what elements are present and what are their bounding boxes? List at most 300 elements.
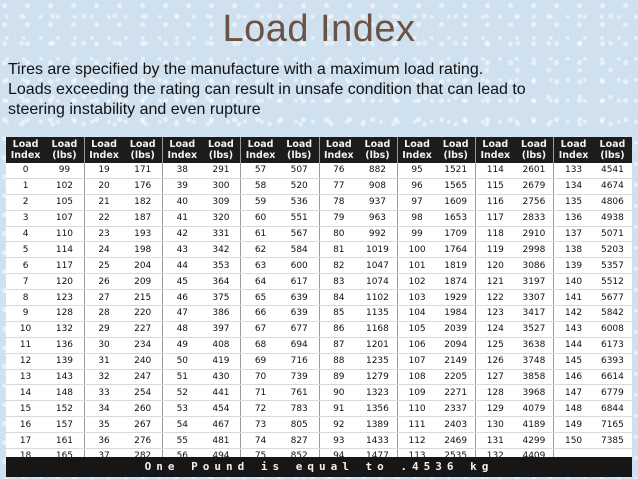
header-load-lbs: Load (lbs) bbox=[515, 137, 554, 163]
load-index-cell: 119 bbox=[476, 242, 515, 258]
load-lbs-cell: 107 bbox=[45, 210, 84, 226]
load-lbs-cell: 152 bbox=[45, 401, 84, 417]
load-index-cell: 25 bbox=[84, 258, 123, 274]
load-lbs-cell: 1279 bbox=[358, 369, 397, 385]
load-lbs-cell: 1323 bbox=[358, 385, 397, 401]
load-index-cell: 67 bbox=[241, 321, 280, 337]
load-lbs-cell: 4541 bbox=[593, 163, 632, 178]
load-index-cell: 99 bbox=[397, 226, 436, 242]
load-index-cell: 85 bbox=[319, 306, 358, 322]
load-lbs-cell: 1074 bbox=[358, 274, 397, 290]
load-index-cell: 31 bbox=[84, 353, 123, 369]
table-row bbox=[6, 353, 632, 369]
load-index-cell: 122 bbox=[476, 290, 515, 306]
load-lbs-cell: 419 bbox=[202, 353, 241, 369]
load-index-cell: 74 bbox=[241, 433, 280, 449]
load-lbs-cell: 6393 bbox=[593, 353, 632, 369]
load-lbs-cell: 2601 bbox=[515, 163, 554, 178]
load-index-cell: 15 bbox=[6, 401, 45, 417]
load-lbs-cell: 3638 bbox=[515, 337, 554, 353]
load-index-cell: 142 bbox=[554, 306, 593, 322]
load-lbs-cell: 386 bbox=[202, 306, 241, 322]
load-index-cell: 7 bbox=[6, 274, 45, 290]
load-index-cell: 103 bbox=[397, 290, 436, 306]
load-lbs-cell: 1653 bbox=[436, 210, 475, 226]
load-index-cell: 139 bbox=[554, 258, 593, 274]
load-lbs-cell: 520 bbox=[280, 178, 319, 194]
conversion-footer: One Pound is equal to .4536 kg bbox=[6, 457, 632, 477]
load-index-cell: 149 bbox=[554, 417, 593, 433]
load-index-cell: 26 bbox=[84, 274, 123, 290]
load-index-cell: 144 bbox=[554, 337, 593, 353]
load-index-cell: 4 bbox=[6, 226, 45, 242]
load-index-cell: 146 bbox=[554, 369, 593, 385]
load-index-cell: 9 bbox=[6, 306, 45, 322]
load-lbs-cell: 761 bbox=[280, 385, 319, 401]
header-load-index: Load Index bbox=[554, 137, 593, 163]
load-index-cell: 118 bbox=[476, 226, 515, 242]
load-lbs-cell: 2271 bbox=[436, 385, 475, 401]
table-row bbox=[6, 258, 632, 274]
load-index-cell: 64 bbox=[241, 274, 280, 290]
load-index-cell: 30 bbox=[84, 337, 123, 353]
load-lbs-cell: 204 bbox=[123, 258, 162, 274]
load-lbs-cell: 536 bbox=[280, 194, 319, 210]
load-index-cell: 3 bbox=[6, 210, 45, 226]
load-index-cell: 98 bbox=[397, 210, 436, 226]
load-lbs-cell: 3968 bbox=[515, 385, 554, 401]
load-lbs-cell: 3307 bbox=[515, 290, 554, 306]
load-lbs-cell: 5071 bbox=[593, 226, 632, 242]
load-index-cell: 40 bbox=[163, 194, 202, 210]
load-index-cell: 129 bbox=[476, 401, 515, 417]
load-lbs-cell: 1433 bbox=[358, 433, 397, 449]
load-index-cell: 82 bbox=[319, 258, 358, 274]
load-lbs-cell: 117 bbox=[45, 258, 84, 274]
load-index-cell: 2 bbox=[6, 194, 45, 210]
load-index-cell: 57 bbox=[241, 163, 280, 178]
load-lbs-cell: 1047 bbox=[358, 258, 397, 274]
load-lbs-cell: 342 bbox=[202, 242, 241, 258]
load-lbs-cell: 827 bbox=[280, 433, 319, 449]
load-lbs-cell: 992 bbox=[358, 226, 397, 242]
load-index-cell: 59 bbox=[241, 194, 280, 210]
load-lbs-cell: 507 bbox=[280, 163, 319, 178]
load-lbs-cell: 128 bbox=[45, 306, 84, 322]
load-index-cell: 20 bbox=[84, 178, 123, 194]
load-index-cell: 79 bbox=[319, 210, 358, 226]
load-index-cell: 105 bbox=[397, 321, 436, 337]
load-index-cell: 12 bbox=[6, 353, 45, 369]
load-index-cell: 45 bbox=[163, 274, 202, 290]
load-lbs-cell: 198 bbox=[123, 242, 162, 258]
load-lbs-cell: 5203 bbox=[593, 242, 632, 258]
load-index-cell: 87 bbox=[319, 337, 358, 353]
load-index-cell: 22 bbox=[84, 210, 123, 226]
load-lbs-cell: 2403 bbox=[436, 417, 475, 433]
load-index-cell: 127 bbox=[476, 369, 515, 385]
load-lbs-cell: 397 bbox=[202, 321, 241, 337]
header-load-lbs: Load (lbs) bbox=[358, 137, 397, 163]
header-load-lbs: Load (lbs) bbox=[280, 137, 319, 163]
load-lbs-cell: 441 bbox=[202, 385, 241, 401]
load-index-cell: 51 bbox=[163, 369, 202, 385]
load-index-cell: 19 bbox=[84, 163, 123, 178]
load-lbs-cell: 4674 bbox=[593, 178, 632, 194]
load-index-cell: 8 bbox=[6, 290, 45, 306]
load-lbs-cell: 254 bbox=[123, 385, 162, 401]
load-index-cell: 136 bbox=[554, 210, 593, 226]
load-index-cell: 76 bbox=[319, 163, 358, 178]
load-lbs-cell: 4189 bbox=[515, 417, 554, 433]
load-index-cell: 109 bbox=[397, 385, 436, 401]
load-index-cell: 116 bbox=[476, 194, 515, 210]
load-index-cell: 141 bbox=[554, 290, 593, 306]
load-lbs-cell: 5357 bbox=[593, 258, 632, 274]
load-index-cell: 100 bbox=[397, 242, 436, 258]
load-index-cell: 50 bbox=[163, 353, 202, 369]
load-index-cell: 123 bbox=[476, 306, 515, 322]
load-index-cell: 39 bbox=[163, 178, 202, 194]
load-lbs-cell: 882 bbox=[358, 163, 397, 178]
table-row bbox=[6, 337, 632, 353]
load-lbs-cell: 7165 bbox=[593, 417, 632, 433]
load-index-cell: 97 bbox=[397, 194, 436, 210]
load-index-cell: 70 bbox=[241, 369, 280, 385]
load-lbs-cell: 309 bbox=[202, 194, 241, 210]
load-index-cell: 90 bbox=[319, 385, 358, 401]
load-index-cell: 52 bbox=[163, 385, 202, 401]
load-index-cell: 134 bbox=[554, 178, 593, 194]
load-index-cell: 71 bbox=[241, 385, 280, 401]
load-lbs-cell: 209 bbox=[123, 274, 162, 290]
load-lbs-cell: 739 bbox=[280, 369, 319, 385]
table-row bbox=[6, 321, 632, 337]
table-row bbox=[6, 385, 632, 401]
load-lbs-cell: 937 bbox=[358, 194, 397, 210]
load-lbs-cell: 227 bbox=[123, 321, 162, 337]
load-lbs-cell: 3858 bbox=[515, 369, 554, 385]
load-lbs-cell: 1565 bbox=[436, 178, 475, 194]
load-index-cell: 88 bbox=[319, 353, 358, 369]
load-lbs-cell: 5512 bbox=[593, 274, 632, 290]
load-index-cell: 27 bbox=[84, 290, 123, 306]
load-index-cell: 150 bbox=[554, 433, 593, 449]
load-index-table bbox=[6, 137, 632, 465]
load-index-cell: 63 bbox=[241, 258, 280, 274]
load-lbs-cell: 467 bbox=[202, 417, 241, 433]
load-lbs-cell: 1521 bbox=[436, 163, 475, 178]
slide-title: Load Index bbox=[222, 8, 416, 50]
load-lbs-cell: 353 bbox=[202, 258, 241, 274]
load-index-cell: 81 bbox=[319, 242, 358, 258]
load-lbs-cell: 408 bbox=[202, 337, 241, 353]
load-index-cell: 110 bbox=[397, 401, 436, 417]
load-lbs-cell: 1874 bbox=[436, 274, 475, 290]
load-lbs-cell: 677 bbox=[280, 321, 319, 337]
load-index-cell: 1 bbox=[6, 178, 45, 194]
load-index-cell: 72 bbox=[241, 401, 280, 417]
load-lbs-cell: 176 bbox=[123, 178, 162, 194]
load-lbs-cell: 2337 bbox=[436, 401, 475, 417]
table-row bbox=[6, 242, 632, 258]
load-index-cell: 89 bbox=[319, 369, 358, 385]
load-index-cell: 73 bbox=[241, 417, 280, 433]
load-index-table-container bbox=[6, 137, 632, 477]
load-index-cell: 44 bbox=[163, 258, 202, 274]
load-lbs-cell: 5842 bbox=[593, 306, 632, 322]
load-lbs-cell: 1389 bbox=[358, 417, 397, 433]
load-lbs-cell: 364 bbox=[202, 274, 241, 290]
load-lbs-cell: 2998 bbox=[515, 242, 554, 258]
load-lbs-cell: 6779 bbox=[593, 385, 632, 401]
load-index-cell: 10 bbox=[6, 321, 45, 337]
load-lbs-cell: 5677 bbox=[593, 290, 632, 306]
load-lbs-cell: 123 bbox=[45, 290, 84, 306]
table-row bbox=[6, 306, 632, 322]
load-index-cell: 138 bbox=[554, 242, 593, 258]
header-load-index: Load Index bbox=[163, 137, 202, 163]
load-lbs-cell: 171 bbox=[123, 163, 162, 178]
load-lbs-cell: 247 bbox=[123, 369, 162, 385]
header-load-index: Load Index bbox=[319, 137, 358, 163]
load-index-cell: 86 bbox=[319, 321, 358, 337]
load-lbs-cell: 1102 bbox=[358, 290, 397, 306]
load-lbs-cell: 260 bbox=[123, 401, 162, 417]
header-load-lbs: Load (lbs) bbox=[45, 137, 84, 163]
load-lbs-cell: 320 bbox=[202, 210, 241, 226]
load-index-cell: 53 bbox=[163, 401, 202, 417]
load-lbs-cell: 1709 bbox=[436, 226, 475, 242]
load-lbs-cell: 110 bbox=[45, 226, 84, 242]
header-load-lbs: Load (lbs) bbox=[593, 137, 632, 163]
load-index-cell: 46 bbox=[163, 290, 202, 306]
load-lbs-cell: 1235 bbox=[358, 353, 397, 369]
load-index-cell: 16 bbox=[6, 417, 45, 433]
load-lbs-cell: 694 bbox=[280, 337, 319, 353]
load-index-cell: 78 bbox=[319, 194, 358, 210]
load-lbs-cell: 99 bbox=[45, 163, 84, 178]
load-index-cell: 104 bbox=[397, 306, 436, 322]
table-row bbox=[6, 369, 632, 385]
load-lbs-cell: 2149 bbox=[436, 353, 475, 369]
load-lbs-cell: 783 bbox=[280, 401, 319, 417]
table-row bbox=[6, 417, 632, 433]
load-index-cell: 124 bbox=[476, 321, 515, 337]
table-row bbox=[6, 401, 632, 417]
load-index-cell: 126 bbox=[476, 353, 515, 369]
load-index-cell: 49 bbox=[163, 337, 202, 353]
header-load-lbs: Load (lbs) bbox=[202, 137, 241, 163]
load-lbs-cell: 136 bbox=[45, 337, 84, 353]
load-index-cell: 29 bbox=[84, 321, 123, 337]
load-lbs-cell: 2756 bbox=[515, 194, 554, 210]
load-lbs-cell: 139 bbox=[45, 353, 84, 369]
load-lbs-cell: 639 bbox=[280, 306, 319, 322]
load-index-cell: 23 bbox=[84, 226, 123, 242]
load-index-cell: 65 bbox=[241, 290, 280, 306]
load-lbs-cell: 1201 bbox=[358, 337, 397, 353]
load-index-cell: 58 bbox=[241, 178, 280, 194]
load-index-cell: 101 bbox=[397, 258, 436, 274]
load-lbs-cell: 908 bbox=[358, 178, 397, 194]
load-index-cell: 34 bbox=[84, 401, 123, 417]
load-index-cell: 69 bbox=[241, 353, 280, 369]
load-lbs-cell: 114 bbox=[45, 242, 84, 258]
load-lbs-cell: 1929 bbox=[436, 290, 475, 306]
load-lbs-cell: 2469 bbox=[436, 433, 475, 449]
load-index-cell: 120 bbox=[476, 258, 515, 274]
load-index-cell: 47 bbox=[163, 306, 202, 322]
load-lbs-cell: 6173 bbox=[593, 337, 632, 353]
load-index-cell: 93 bbox=[319, 433, 358, 449]
load-index-cell: 21 bbox=[84, 194, 123, 210]
load-index-cell: 66 bbox=[241, 306, 280, 322]
load-index-cell: 17 bbox=[6, 433, 45, 449]
load-index-cell: 24 bbox=[84, 242, 123, 258]
load-index-cell: 107 bbox=[397, 353, 436, 369]
load-lbs-cell: 3417 bbox=[515, 306, 554, 322]
load-lbs-cell: 267 bbox=[123, 417, 162, 433]
load-index-cell: 111 bbox=[397, 417, 436, 433]
load-lbs-cell: 276 bbox=[123, 433, 162, 449]
load-index-cell: 14 bbox=[6, 385, 45, 401]
load-lbs-cell: 6844 bbox=[593, 401, 632, 417]
load-lbs-cell: 2910 bbox=[515, 226, 554, 242]
load-index-cell: 143 bbox=[554, 321, 593, 337]
load-index-cell: 60 bbox=[241, 210, 280, 226]
load-lbs-cell: 331 bbox=[202, 226, 241, 242]
load-lbs-cell: 1819 bbox=[436, 258, 475, 274]
load-index-cell: 125 bbox=[476, 337, 515, 353]
load-lbs-cell: 551 bbox=[280, 210, 319, 226]
load-lbs-cell: 805 bbox=[280, 417, 319, 433]
load-lbs-cell: 215 bbox=[123, 290, 162, 306]
header-load-index: Load Index bbox=[476, 137, 515, 163]
load-lbs-cell: 240 bbox=[123, 353, 162, 369]
header-load-lbs: Load (lbs) bbox=[123, 137, 162, 163]
load-lbs-cell: 291 bbox=[202, 163, 241, 178]
load-index-cell: 35 bbox=[84, 417, 123, 433]
load-lbs-cell: 3748 bbox=[515, 353, 554, 369]
load-lbs-cell: 6008 bbox=[593, 321, 632, 337]
load-index-cell: 32 bbox=[84, 369, 123, 385]
load-lbs-cell: 105 bbox=[45, 194, 84, 210]
load-lbs-cell: 4806 bbox=[593, 194, 632, 210]
load-index-cell: 48 bbox=[163, 321, 202, 337]
load-lbs-cell: 161 bbox=[45, 433, 84, 449]
load-index-cell: 128 bbox=[476, 385, 515, 401]
load-index-cell: 148 bbox=[554, 401, 593, 417]
load-lbs-cell: 2833 bbox=[515, 210, 554, 226]
load-index-cell: 130 bbox=[476, 417, 515, 433]
load-lbs-cell: 157 bbox=[45, 417, 84, 433]
table-row bbox=[6, 210, 632, 226]
load-lbs-cell: 639 bbox=[280, 290, 319, 306]
table-row bbox=[6, 274, 632, 290]
load-lbs-cell: 300 bbox=[202, 178, 241, 194]
load-index-cell: 112 bbox=[397, 433, 436, 449]
load-index-cell: 84 bbox=[319, 290, 358, 306]
load-lbs-cell: 3527 bbox=[515, 321, 554, 337]
table-row bbox=[6, 226, 632, 242]
load-index-cell: 42 bbox=[163, 226, 202, 242]
load-index-cell: 92 bbox=[319, 417, 358, 433]
load-lbs-cell: 7385 bbox=[593, 433, 632, 449]
load-index-cell: 145 bbox=[554, 353, 593, 369]
load-index-cell: 77 bbox=[319, 178, 358, 194]
load-index-cell: 36 bbox=[84, 433, 123, 449]
load-index-cell: 106 bbox=[397, 337, 436, 353]
load-lbs-cell: 2205 bbox=[436, 369, 475, 385]
load-lbs-cell: 3086 bbox=[515, 258, 554, 274]
load-index-cell: 54 bbox=[163, 417, 202, 433]
load-lbs-cell: 4938 bbox=[593, 210, 632, 226]
load-index-cell: 131 bbox=[476, 433, 515, 449]
load-lbs-cell: 120 bbox=[45, 274, 84, 290]
load-index-cell: 55 bbox=[163, 433, 202, 449]
load-index-cell: 28 bbox=[84, 306, 123, 322]
load-index-cell: 83 bbox=[319, 274, 358, 290]
load-index-cell: 135 bbox=[554, 194, 593, 210]
load-lbs-cell: 2679 bbox=[515, 178, 554, 194]
load-lbs-cell: 375 bbox=[202, 290, 241, 306]
load-index-cell: 137 bbox=[554, 226, 593, 242]
load-lbs-cell: 4079 bbox=[515, 401, 554, 417]
load-index-cell: 43 bbox=[163, 242, 202, 258]
load-lbs-cell: 132 bbox=[45, 321, 84, 337]
load-index-cell: 140 bbox=[554, 274, 593, 290]
load-index-cell: 114 bbox=[476, 163, 515, 178]
load-lbs-cell: 1609 bbox=[436, 194, 475, 210]
slide-description: Tires are specified by the manufacture with a maximum load rating. Loads exceeding the rating can result in unsafe condition that can lead to steering instability and even rupture bbox=[8, 61, 526, 118]
load-lbs-cell: 143 bbox=[45, 369, 84, 385]
load-lbs-cell: 716 bbox=[280, 353, 319, 369]
load-lbs-cell: 148 bbox=[45, 385, 84, 401]
load-lbs-cell: 1168 bbox=[358, 321, 397, 337]
table-body bbox=[6, 163, 632, 464]
header-load-index: Load Index bbox=[241, 137, 280, 163]
load-lbs-cell: 3197 bbox=[515, 274, 554, 290]
load-index-cell: 6 bbox=[6, 258, 45, 274]
table-header-row bbox=[6, 137, 632, 163]
load-lbs-cell: 182 bbox=[123, 194, 162, 210]
load-index-cell: 33 bbox=[84, 385, 123, 401]
load-lbs-cell: 584 bbox=[280, 242, 319, 258]
table-row bbox=[6, 163, 632, 178]
table-row bbox=[6, 290, 632, 306]
load-index-cell: 115 bbox=[476, 178, 515, 194]
load-lbs-cell: 1984 bbox=[436, 306, 475, 322]
load-lbs-cell: 187 bbox=[123, 210, 162, 226]
load-index-cell: 91 bbox=[319, 401, 358, 417]
load-lbs-cell: 1764 bbox=[436, 242, 475, 258]
load-index-cell: 121 bbox=[476, 274, 515, 290]
load-index-cell: 0 bbox=[6, 163, 45, 178]
header-load-lbs: Load (lbs) bbox=[436, 137, 475, 163]
load-lbs-cell: 6614 bbox=[593, 369, 632, 385]
load-lbs-cell: 567 bbox=[280, 226, 319, 242]
table-row bbox=[6, 178, 632, 194]
load-lbs-cell: 2039 bbox=[436, 321, 475, 337]
load-lbs-cell: 102 bbox=[45, 178, 84, 194]
load-index-cell: 95 bbox=[397, 163, 436, 178]
load-index-cell: 108 bbox=[397, 369, 436, 385]
header-load-index: Load Index bbox=[6, 137, 45, 163]
load-index-cell: 102 bbox=[397, 274, 436, 290]
load-lbs-cell: 617 bbox=[280, 274, 319, 290]
load-index-cell: 38 bbox=[163, 163, 202, 178]
